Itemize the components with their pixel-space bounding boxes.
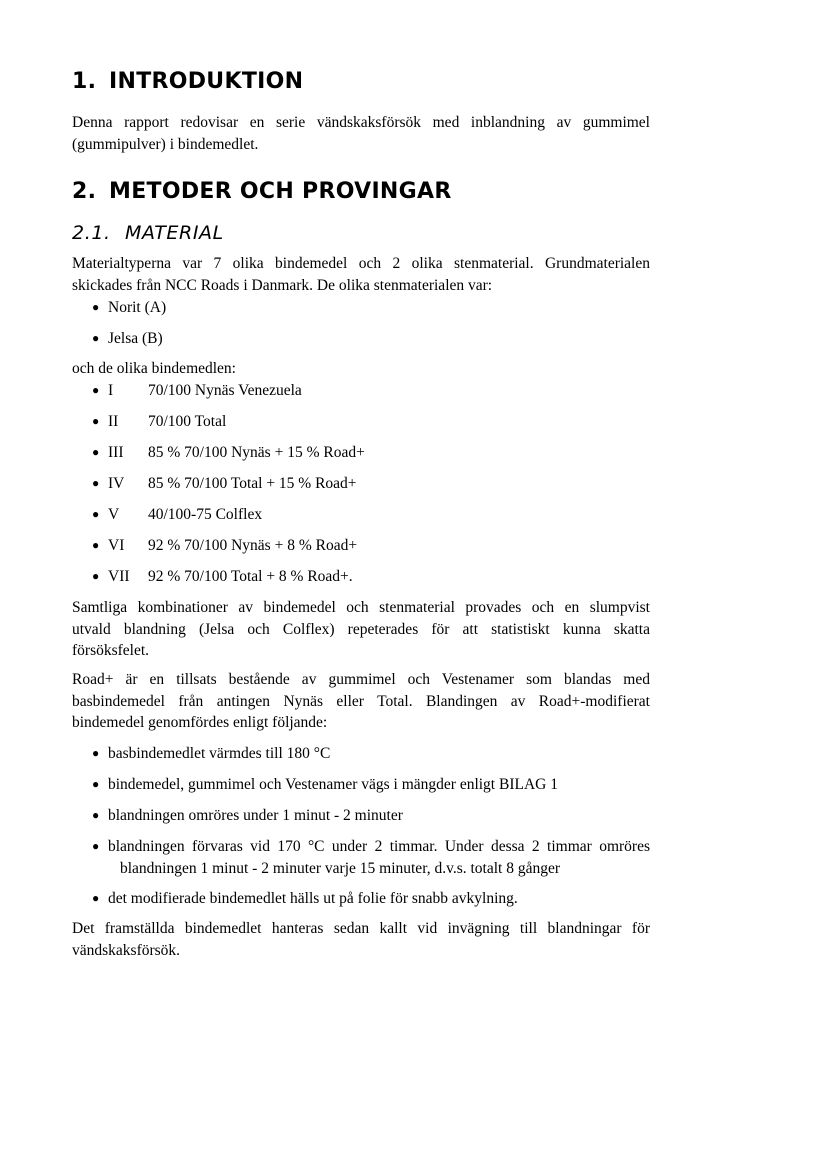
heading-number: 2. [72,179,97,204]
list-item-text: Jelsa (B) [108,330,163,347]
binder-text: 85 % 70/100 Total + 15 % Road+ [148,475,357,492]
bullet-icon: ● [92,414,100,428]
bullet-icon: ● [92,891,100,905]
binder-text: 40/100-75 Colflex [148,506,263,523]
binder-code: I [108,382,114,399]
step-text: blandningen omröres under 1 minut - 2 minuter [108,807,403,824]
paragraph-line: Materialtyperna var 7 olika bindemedel och 2 olika stenmaterial. Grundmaterialen [72,255,650,272]
binder-text: 92 % 70/100 Nynäs + 8 % Road+ [148,537,358,554]
bullet-icon: ● [92,383,100,397]
binder-item [92,566,353,588]
roadplus-paragraph [72,669,650,734]
paragraph-line: utvald blandning (Jelsa och Colflex) repeterades för att statistiskt kunna skatta [72,620,650,638]
bullet-icon: ● [92,300,100,314]
bullet-icon: ● [92,808,100,822]
binder-code: V [108,506,120,523]
binder-text: 85 % 70/100 Nynäs + 15 % Road+ [148,444,365,461]
bullet-icon: ● [92,445,100,459]
bullet-icon: ● [92,538,100,552]
step-text: det modifierade bindemedlet hälls ut på folie för snabb avkylning. [108,890,518,907]
bullet-icon: ● [92,777,100,791]
bullet-icon: ● [92,839,100,853]
paragraph-line: bindemedel genomfördes enligt följande: [72,714,328,731]
binder-item [92,380,302,402]
binder-code: VI [108,537,125,554]
binder-item [92,535,357,557]
step-text: bindemedel, gummimel och Vestenamer vägs i mängder enligt BILAG 1 [108,776,558,793]
mixing-step [92,805,403,827]
paragraph-line: Denna rapport redovisar en serie vändskaksförsök med inblandning av gummimel [72,114,650,131]
binder-text: 70/100 Total [148,413,227,430]
binder-item [92,442,365,464]
intro-paragraph [72,112,650,155]
binder-item [92,411,226,433]
paragraph-line: försöksfelet. [72,642,150,659]
materials-paragraph [72,253,650,296]
stone-material-item [92,297,166,319]
paragraph-line: Samtliga kombinationer av bindemedel och stenmaterial provades och en slumpvist [72,599,650,616]
binder-text: 92 % 70/100 Total + 8 % Road+. [148,568,353,585]
heading-material [72,222,224,244]
paragraph-line: Det framställda bindemedlet hanteras sedan kallt vid invägning till blandningar för [72,920,650,937]
subheading-number: 2.1. [72,222,111,244]
mixing-step [92,836,650,879]
subheading-title: MATERIAL [125,222,224,244]
binder-code: IV [108,475,125,492]
bullet-icon: ● [92,476,100,490]
paragraph-line: och de olika bindemedlen: [72,360,236,377]
binder-text: 70/100 Nynäs Venezuela [148,382,302,399]
bullet-icon: ● [92,746,100,760]
heading-title: INTRODUKTION [109,69,304,94]
paragraph-line: skickades från NCC Roads i Danmark. De olika stenmaterialen var: [72,276,493,294]
bullet-icon: ● [92,331,100,345]
heading-metoder-och-provingar [72,179,452,204]
heading-introduktion [72,69,303,94]
heading-number: 1. [72,69,97,94]
mixing-step [92,888,518,910]
step-text: blandningen förvaras vid 170 °C under 2 timmar. Under dessa 2 timmar omröres [108,838,650,855]
step-text-continued: blandningen 1 minut - 2 minuter varje 15 minuter, d.v.s. totalt 8 gånger [120,859,561,877]
combinations-paragraph [72,597,650,662]
binder-item [92,504,262,526]
heading-title: METODER OCH PROVINGAR [109,179,452,204]
paragraph-line: basbindemedel från antingen Nynäs eller Total. Blandingen av Road+-modifierat [72,692,650,710]
binders-intro [72,358,650,380]
step-text: basbindemedlet värmdes till 180 °C [108,745,331,762]
binder-code: III [108,444,124,461]
binder-code: II [108,413,119,430]
mixing-step [92,743,330,765]
bullet-icon: ● [92,569,100,583]
binder-item [92,473,357,495]
list-item-text: Norit (A) [108,299,167,316]
closing-paragraph [72,918,650,961]
paragraph-line: (gummipulver) i bindemedlet. [72,135,259,153]
binder-code: VII [108,568,130,585]
paragraph-line: Road+ är en tillsats bestående av gummimel och Vestenamer som blandas med [72,671,650,688]
paragraph-line: vändskaksförsök. [72,941,181,959]
stone-material-item [92,328,163,350]
mixing-step [92,774,558,796]
bullet-icon: ● [92,507,100,521]
